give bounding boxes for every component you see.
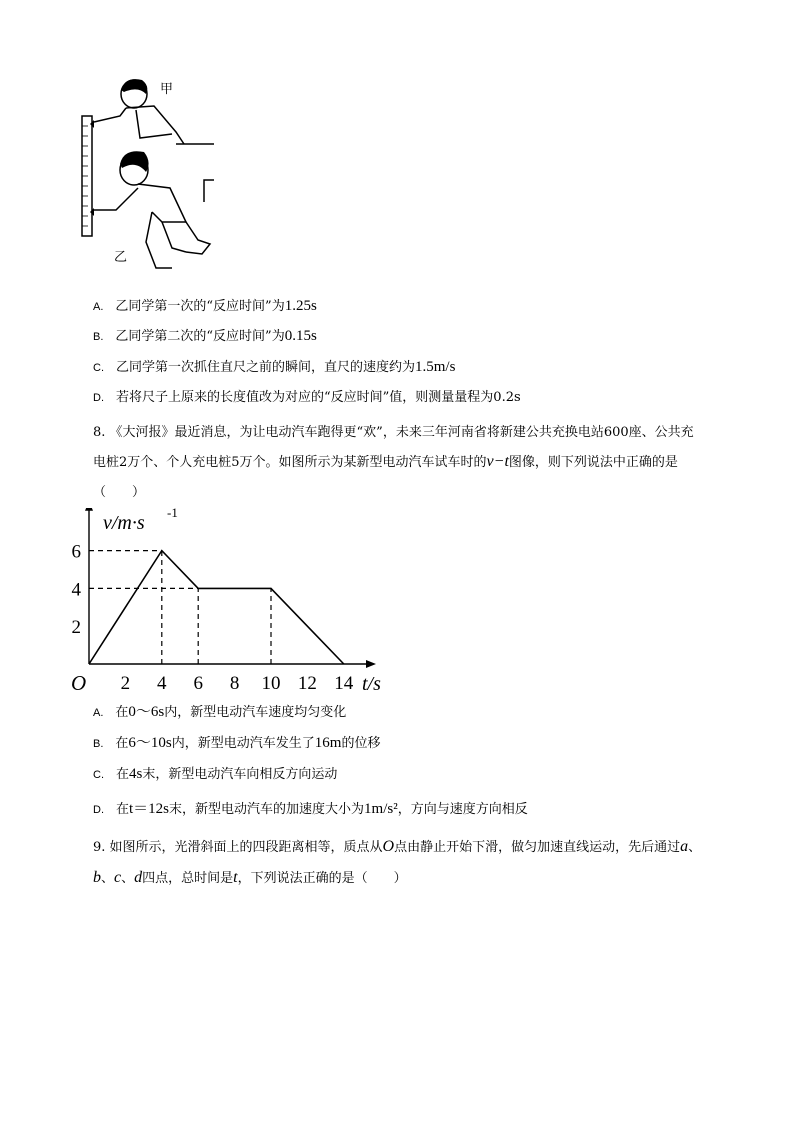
q7-option-c[interactable]: C. 乙同学第一次抓住直尺之前的瞬间，直尺的速度约为1.5m/s — [93, 359, 456, 375]
q7-option-b[interactable]: B. 乙同学第二次的“反应时间”为0.15s — [93, 328, 317, 344]
velocity-series-line — [89, 551, 344, 664]
q7-option-a[interactable]: A. 乙同学第一次的“反应时间”为1.25s — [93, 298, 317, 314]
q8-option-d[interactable]: D. 在t＝12s末，新型电动汽车的加速度大小为1m/s²，方向与速度方向相反 — [93, 801, 528, 817]
vt-chart — [64, 508, 404, 694]
q7-option-d[interactable]: D. 若将尺子上原来的长度值改为对应的“反应时间”值，则测量量程为0.2s — [93, 390, 521, 405]
y-tick-2: 2 — [71, 617, 81, 639]
y-axis-arrow — [85, 508, 93, 511]
y-axis-label: v/m·s — [103, 511, 145, 534]
q9-line2: b、c、d四点，总时间是t，下列说法正确的是（ ） — [93, 869, 407, 886]
y-tick-6: 6 — [71, 541, 81, 563]
q8-option-a[interactable]: A. 在0～6s内，新型电动汽车速度均匀变化 — [93, 704, 347, 720]
x-tick-10: 10 — [261, 673, 281, 694]
origin-label: O — [71, 671, 87, 694]
students-ruler-drawing — [76, 72, 216, 282]
x-tick-8: 8 — [229, 673, 240, 694]
x-tick-2: 2 — [120, 673, 131, 694]
q8-option-c[interactable]: C. 在4s末，新型电动汽车向相反方向运动 — [93, 766, 338, 782]
label-jia: 甲 — [160, 82, 174, 97]
y-tick-4: 4 — [71, 579, 81, 601]
reaction-time-figure — [76, 72, 216, 282]
x-axis-label: t/s — [362, 673, 381, 694]
q8-line2: 电桩2万个、个人充电桩5万个。如图所示为某新型电动汽车试车时的v−t图像，则下列说法中正确的是 — [93, 453, 678, 470]
x-tick-6: 6 — [193, 673, 203, 694]
label-yi: 乙 — [114, 250, 128, 265]
x-axis-arrow — [366, 660, 376, 668]
q8-line3: （ ） — [93, 485, 146, 500]
x-tick-12: 12 — [297, 673, 317, 694]
q8-line1: 8. 《大河报》最近消息，为让电动汽车跑得更“欢”，未来三年河南省将新建公共充换电站600座、公共充 — [93, 425, 694, 440]
x-tick-14: 14 — [334, 673, 354, 694]
q8-option-b[interactable]: B. 在6～10s内，新型电动汽车发生了16m的位移 — [93, 735, 381, 751]
y-axis-label-superscript: -1 — [167, 508, 178, 520]
q9-line1: 9. 如图所示，光滑斜面上的四段距离相等，质点从O点由静止开始下滑，做匀加速直线运动，先后通过a、 — [93, 838, 702, 855]
x-tick-4: 4 — [157, 673, 167, 694]
